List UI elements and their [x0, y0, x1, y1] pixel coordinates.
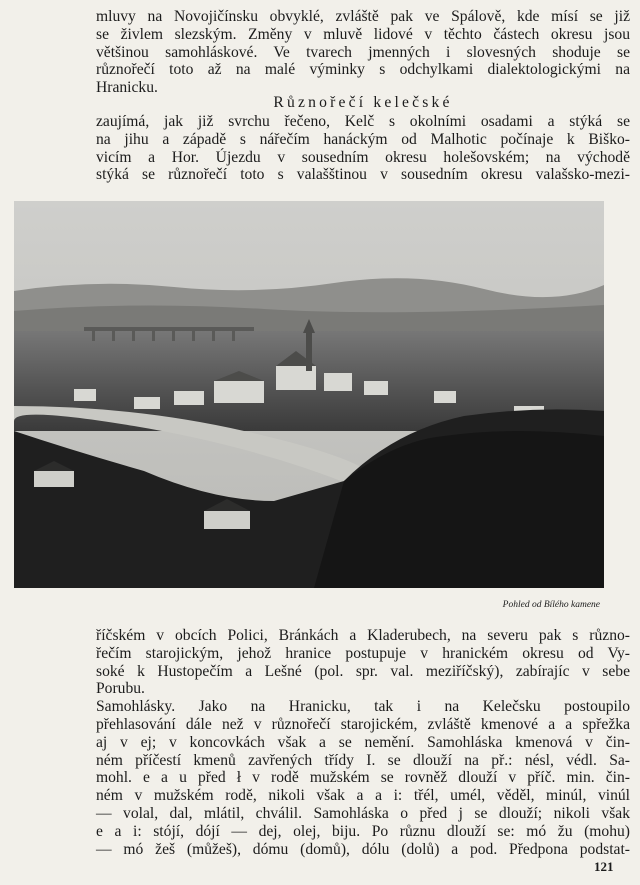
section-heading: Různořečí kelečské — [273, 94, 453, 111]
text-line: stýká se různořečí toto s valašštinou v sousedním okresu valašsko-mezi- — [96, 166, 630, 184]
text-line: mohl. e a u před ł v rodě mužském se rovněž dlouží v příč. min. čin- — [96, 769, 630, 787]
text-line: Hranicku. — [96, 79, 158, 97]
bottom-paragraph — [96, 627, 630, 858]
photo-caption: Pohled od Bílého kamene — [502, 600, 600, 610]
text-line: Samohlásky. Jako na Hranicku, tak i na Kelečsku postoupilo — [96, 698, 630, 716]
text-line: aj v ej; v koncovkách však a se nemění. Samohláska kmenová v čin- — [96, 733, 630, 751]
text-line: většinou samohláskové. Ve tvarech jmenných i slovesných shoduje se — [96, 43, 630, 61]
text-line: na jihu a západě s nářečím hanáckým od Malhotic počínaje k Biško- — [96, 130, 630, 148]
text-line: se živlem slezským. Změny v mluvě lidové v těchto částech okresu jsou — [96, 25, 630, 43]
town-panorama-image — [14, 201, 604, 588]
middle-paragraph — [96, 113, 630, 184]
text-line: zaujímá, jak již svrchu řečeno, Kelč s okolními osadami a stýká se — [96, 113, 630, 130]
text-line: vicím a Hor. Újezdu v sousedním okresu holešovském; na východě — [96, 148, 630, 166]
text-line: ném v mužském rodě, nikoli však a a i: třél, umél, věděl, minúl, vinúl — [96, 787, 630, 805]
text-line: ném příčestí kmenů zavřených třídy I. se dlouží na př.: nésl, védl. Sa- — [96, 751, 630, 769]
page-number: 121 — [594, 859, 614, 874]
text-line: — mó žeš (můžeš), dómu (domů), dólu (dolů) a pod. Předpona podstat- — [96, 840, 630, 858]
text-line: mluvy na Novojičínsku obvyklé, zvláště pak ve Spálově, kde mísí se již — [96, 8, 630, 25]
text-line: Porubu. — [96, 680, 145, 698]
text-line: řečím starojickým, jehož hranice postupuje v hranickém okresu od Vy- — [96, 644, 630, 662]
text-line: soké k Hustopečím a Lešné (pol. spr. val. meziříčský), zabírajíc v sebe — [96, 662, 630, 680]
text-line: říčském v obcích Polici, Bránkách a Kladerubech, na severu pak s různo- — [96, 627, 630, 644]
text-line: různořečí toto až na malé výminky s odchylkami dialektologickými na — [96, 61, 630, 79]
text-line: — volal, dal, mlátil, chválil. Samohláska o před j se dlouží; nikoli však — [96, 804, 630, 822]
text-line: přehlasování dále než v různořečí starojickém, zvláště kmenové a a spřežka — [96, 715, 630, 733]
landscape-photo — [14, 201, 604, 588]
top-paragraph — [96, 8, 630, 97]
text-line: e a i: stójí, dójí — dej, olej, biju. Po různu dlouží se: mó žu (mohu) — [96, 822, 630, 840]
